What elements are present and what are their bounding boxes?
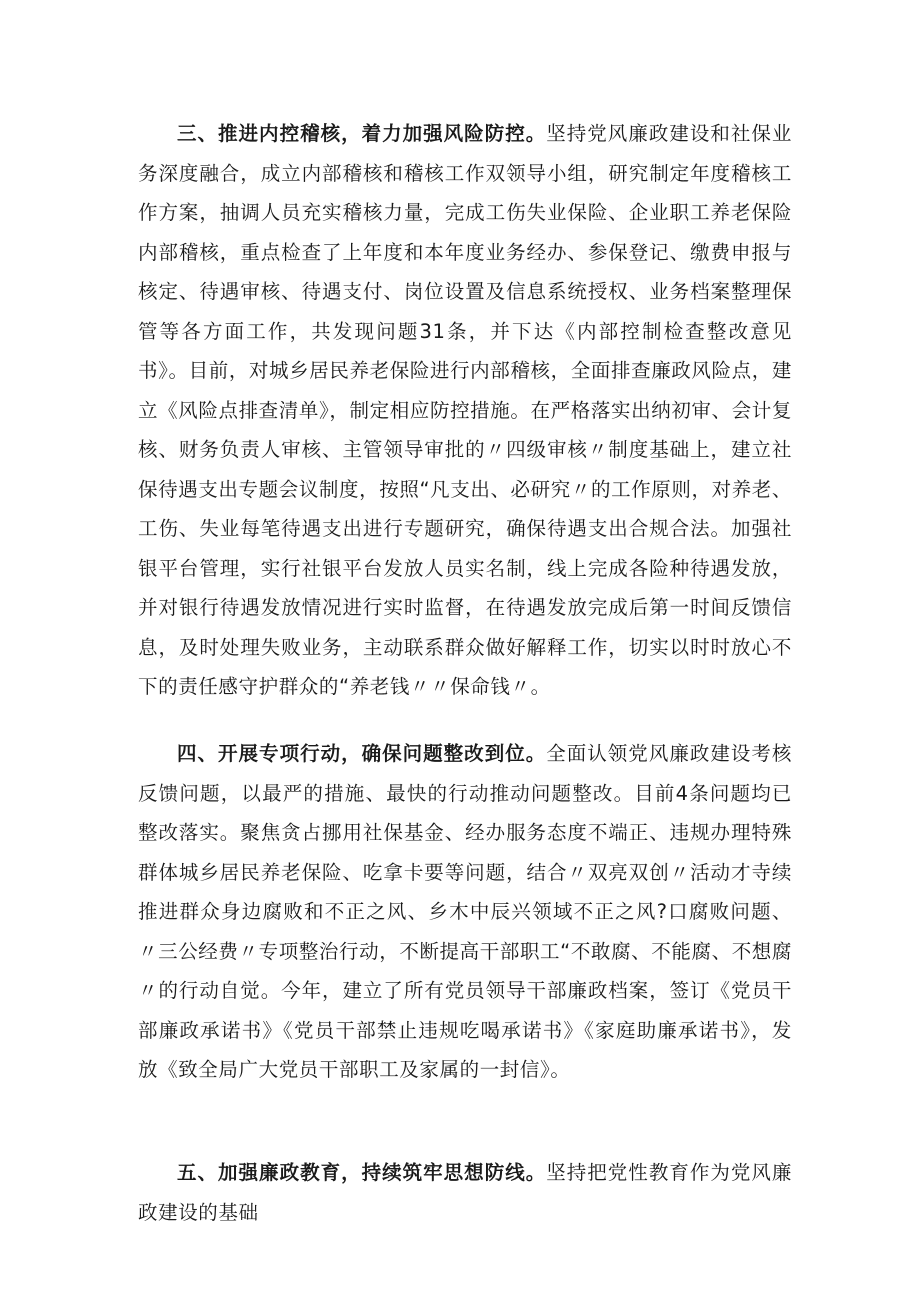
paragraph-integrity-education [138,1153,792,1232]
paragraph-heading: 三、推进内控稽核，着力加强风险防控。 [177,122,547,145]
paragraph-body: 全面认领党风廉政建设考核反馈问题，以最严的措施、最快的行动推动问题整改。目前4条问题均已整改落实。聚焦贪占挪用社保基金、经办服务态度不端正、违规办理特殊群体城乡居民养老保险、吃拿卡要等问题，结合〃双亮双创〃活动才寺续推进群众身边腐败和不正之风、乡木中辰兴领域不正之风?口腐败问题、〃三公经费〃专项整治行动，不断提高干部职工“不敢腐、不能腐、不想腐〃的行动自觉。今年，建立了所有党员领导干部廉政档案，签订《党员干部廉政承诺书》《党员干部禁止违规吃喝承诺书》《家庭助廉承诺书》，发放《致全局广大党员干部职工及家属的一封信》。 [138,742,792,1081]
paragraph-heading: 四、开展专项行动，确保问题整改到位。 [177,742,547,765]
paragraph-body: 坚持把党性教育作为党风廉政建设的基础 [138,1161,792,1224]
paragraph-body: 坚持党风廉政建设和社保业务深度融合，成立内部稽核和稽核工作双领导小组，研究制定年度稽核工作方案，抽调人员充实稽核力量，完成工伤失业保险、企业职工养老保险内部稽核，重点检查了上年度和本年度业务经办、参保登记、缴费申报与核定、待遇审核、待遇支付、岗位设置及信息系统授权、业务档案整理保管等各方面工作，共发现问题31条，并下达《内部控制检查整改意见书》。目前，对城乡居民养老保险进行内部稽核，全面排查廉政风险点，建立《风险点排查清单》，制定相应防控措施。在严格落实出纳初审、会计复核、财务负责人审核、主管领导审批的〃四级审核〃制度基础上，建立社保待遇支出专题会议制度，按照“凡支出、必研究〃的工作原则，对养老、工伤、失业每笔待遇支出进行专题研究，确保待遇支出合规合法。加强社银平台管理，实行社银平台发放人员实名制，线上完成各险种待遇发放，并对银行待遇发放情况进行实时监督，在待遇发放完成后第一时间反馈信息，及时处理失败业务，主动联系群众做好解释工作，切实以时时放心不下的责任感守护群众的“养老钱〃〃保命钱〃。 [138,122,792,698]
paragraph-special-action [138,734,792,1090]
paragraph-internal-audit [138,114,792,707]
paragraph-heading: 五、加强廉政教育，持续筑牢思想防线。 [177,1161,547,1184]
